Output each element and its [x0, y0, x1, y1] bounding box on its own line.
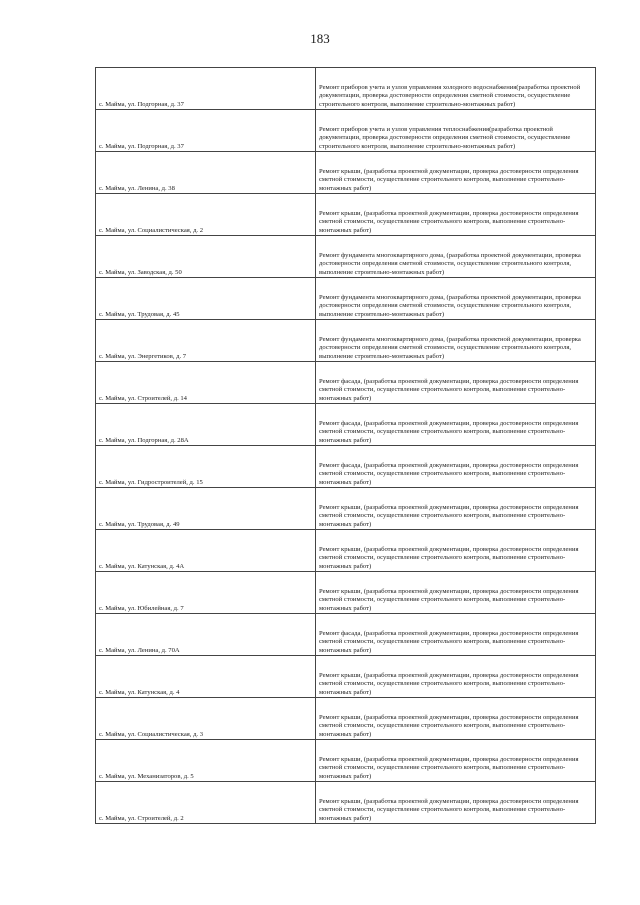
- address-cell: с. Майма, ул. Катунская, д. 4А: [96, 530, 316, 572]
- table-row: [96, 740, 596, 782]
- work-description-cell: Ремонт крыши, (разработка проектной документации, проверка достоверности определения сметной стоимости, осуществление строительного контроля, выполнение строительно-монтажных работ): [316, 530, 596, 572]
- table-row: [96, 656, 596, 698]
- address-cell: с. Майма, ул. Юбилейная, д. 7: [96, 572, 316, 614]
- table-row: [96, 782, 596, 824]
- work-description-cell: Ремонт фасада, (разработка проектной документации, проверка достоверности определения сметной стоимости, осуществление строительного контроля, выполнение строительно-монтажных работ): [316, 362, 596, 404]
- table-row: [96, 404, 596, 446]
- address-cell: с. Майма, ул. Энергетиков, д. 7: [96, 320, 316, 362]
- work-description-cell: Ремонт фасада, (разработка проектной документации, проверка достоверности определения сметной стоимости, осуществление строительного контроля, выполнение строительно-монтажных работ): [316, 404, 596, 446]
- address-cell: с. Майма, ул. Заводская, д. 50: [96, 236, 316, 278]
- repair-works-table: [95, 67, 596, 824]
- table-row: [96, 194, 596, 236]
- work-description-cell: Ремонт фундамента многоквартирного дома, (разработка проектной документации, проверка достоверности определения сметной стоимости, осуществление строительного контроля, выполнение строительно-монтажных работ): [316, 320, 596, 362]
- work-description-cell: Ремонт крыши, (разработка проектной документации, проверка достоверности определения сметной стоимости, осуществление строительного контроля, выполнение строительно-монтажных работ): [316, 782, 596, 824]
- work-description-cell: Ремонт крыши, (разработка проектной документации, проверка достоверности определения сметной стоимости, осуществление строительного контроля, выполнение строительно-монтажных работ): [316, 152, 596, 194]
- work-description-cell: Ремонт крыши, (разработка проектной документации, проверка достоверности определения сметной стоимости, осуществление строительного контроля, выполнение строительно-монтажных работ): [316, 740, 596, 782]
- work-description-cell: Ремонт приборов учета и узлов управления теплоснабжения(разработка проектной документации, проверка достоверности определения сметной стоимости, осуществление строительного контроля, выполнение строительно-монтажных работ): [316, 110, 596, 152]
- work-description-cell: Ремонт крыши, (разработка проектной документации, проверка достоверности определения сметной стоимости, осуществление строительного контроля, выполнение строительно-монтажных работ): [316, 698, 596, 740]
- work-description-cell: Ремонт фасада, (разработка проектной документации, проверка достоверности определения сметной стоимости, осуществление строительного контроля, выполнение строительно-монтажных работ): [316, 614, 596, 656]
- work-description-cell: Ремонт крыши, (разработка проектной документации, проверка достоверности определения сметной стоимости, осуществление строительного контроля, выполнение строительно-монтажных работ): [316, 656, 596, 698]
- work-description-cell: Ремонт фундамента многоквартирного дома, (разработка проектной документации, проверка достоверности определения сметной стоимости, осуществление строительного контроля, выполнение строительно-монтажных работ): [316, 236, 596, 278]
- address-cell: с. Майма, ул. Ленина, д. 38: [96, 152, 316, 194]
- address-cell: с. Майма, ул. Подгорная, д. 37: [96, 68, 316, 110]
- address-cell: с. Майма, ул. Строителей, д. 14: [96, 362, 316, 404]
- address-cell: с. Майма, ул. Ленина, д. 70А: [96, 614, 316, 656]
- table-row: [96, 530, 596, 572]
- table-row: [96, 362, 596, 404]
- address-cell: с. Майма, ул. Механизаторов, д. 5: [96, 740, 316, 782]
- address-cell: с. Майма, ул. Подгорная, д. 37: [96, 110, 316, 152]
- table-row: [96, 698, 596, 740]
- table-row: [96, 320, 596, 362]
- table-row: [96, 614, 596, 656]
- address-cell: с. Майма, ул. Строителей, д. 2: [96, 782, 316, 824]
- address-cell: с. Майма, ул. Трудовая, д. 45: [96, 278, 316, 320]
- work-description-cell: Ремонт фасада, (разработка проектной документации, проверка достоверности определения сметной стоимости, осуществление строительного контроля, выполнение строительно-монтажных работ): [316, 446, 596, 488]
- address-cell: с. Майма, ул. Подгорная, д. 28А: [96, 404, 316, 446]
- address-cell: с. Майма, ул. Социалистическая, д. 3: [96, 698, 316, 740]
- table-row: [96, 446, 596, 488]
- page-number: 183: [310, 31, 330, 46]
- address-cell: с. Майма, ул. Гидростроителей, д. 15: [96, 446, 316, 488]
- work-description-cell: Ремонт крыши, (разработка проектной документации, проверка достоверности определения сметной стоимости, осуществление строительного контроля, выполнение строительно-монтажных работ): [316, 194, 596, 236]
- address-cell: с. Майма, ул. Трудовая, д. 49: [96, 488, 316, 530]
- table-row: [96, 488, 596, 530]
- work-description-cell: Ремонт крыши, (разработка проектной документации, проверка достоверности определения сметной стоимости, осуществление строительного контроля, выполнение строительно-монтажных работ): [316, 488, 596, 530]
- table-row: [96, 236, 596, 278]
- work-description-cell: Ремонт приборов учета и узлов управления холодного водоснабжения(разработка проектной документации, проверка достоверности определения сметной стоимости, осуществление строительного контроля, выполнение строительно-монтажных работ): [316, 68, 596, 110]
- table-row: [96, 152, 596, 194]
- table-row: [96, 278, 596, 320]
- table-row: [96, 68, 596, 110]
- address-cell: с. Майма, ул. Социалистическая, д. 2: [96, 194, 316, 236]
- work-description-cell: Ремонт крыши, (разработка проектной документации, проверка достоверности определения сметной стоимости, осуществление строительного контроля, выполнение строительно-монтажных работ): [316, 572, 596, 614]
- table-row: [96, 572, 596, 614]
- table-row: [96, 110, 596, 152]
- address-cell: с. Майма, ул. Катунская, д. 4: [96, 656, 316, 698]
- work-description-cell: Ремонт фундамента многоквартирного дома, (разработка проектной документации, проверка достоверности определения сметной стоимости, осуществление строительного контроля, выполнение строительно-монтажных работ): [316, 278, 596, 320]
